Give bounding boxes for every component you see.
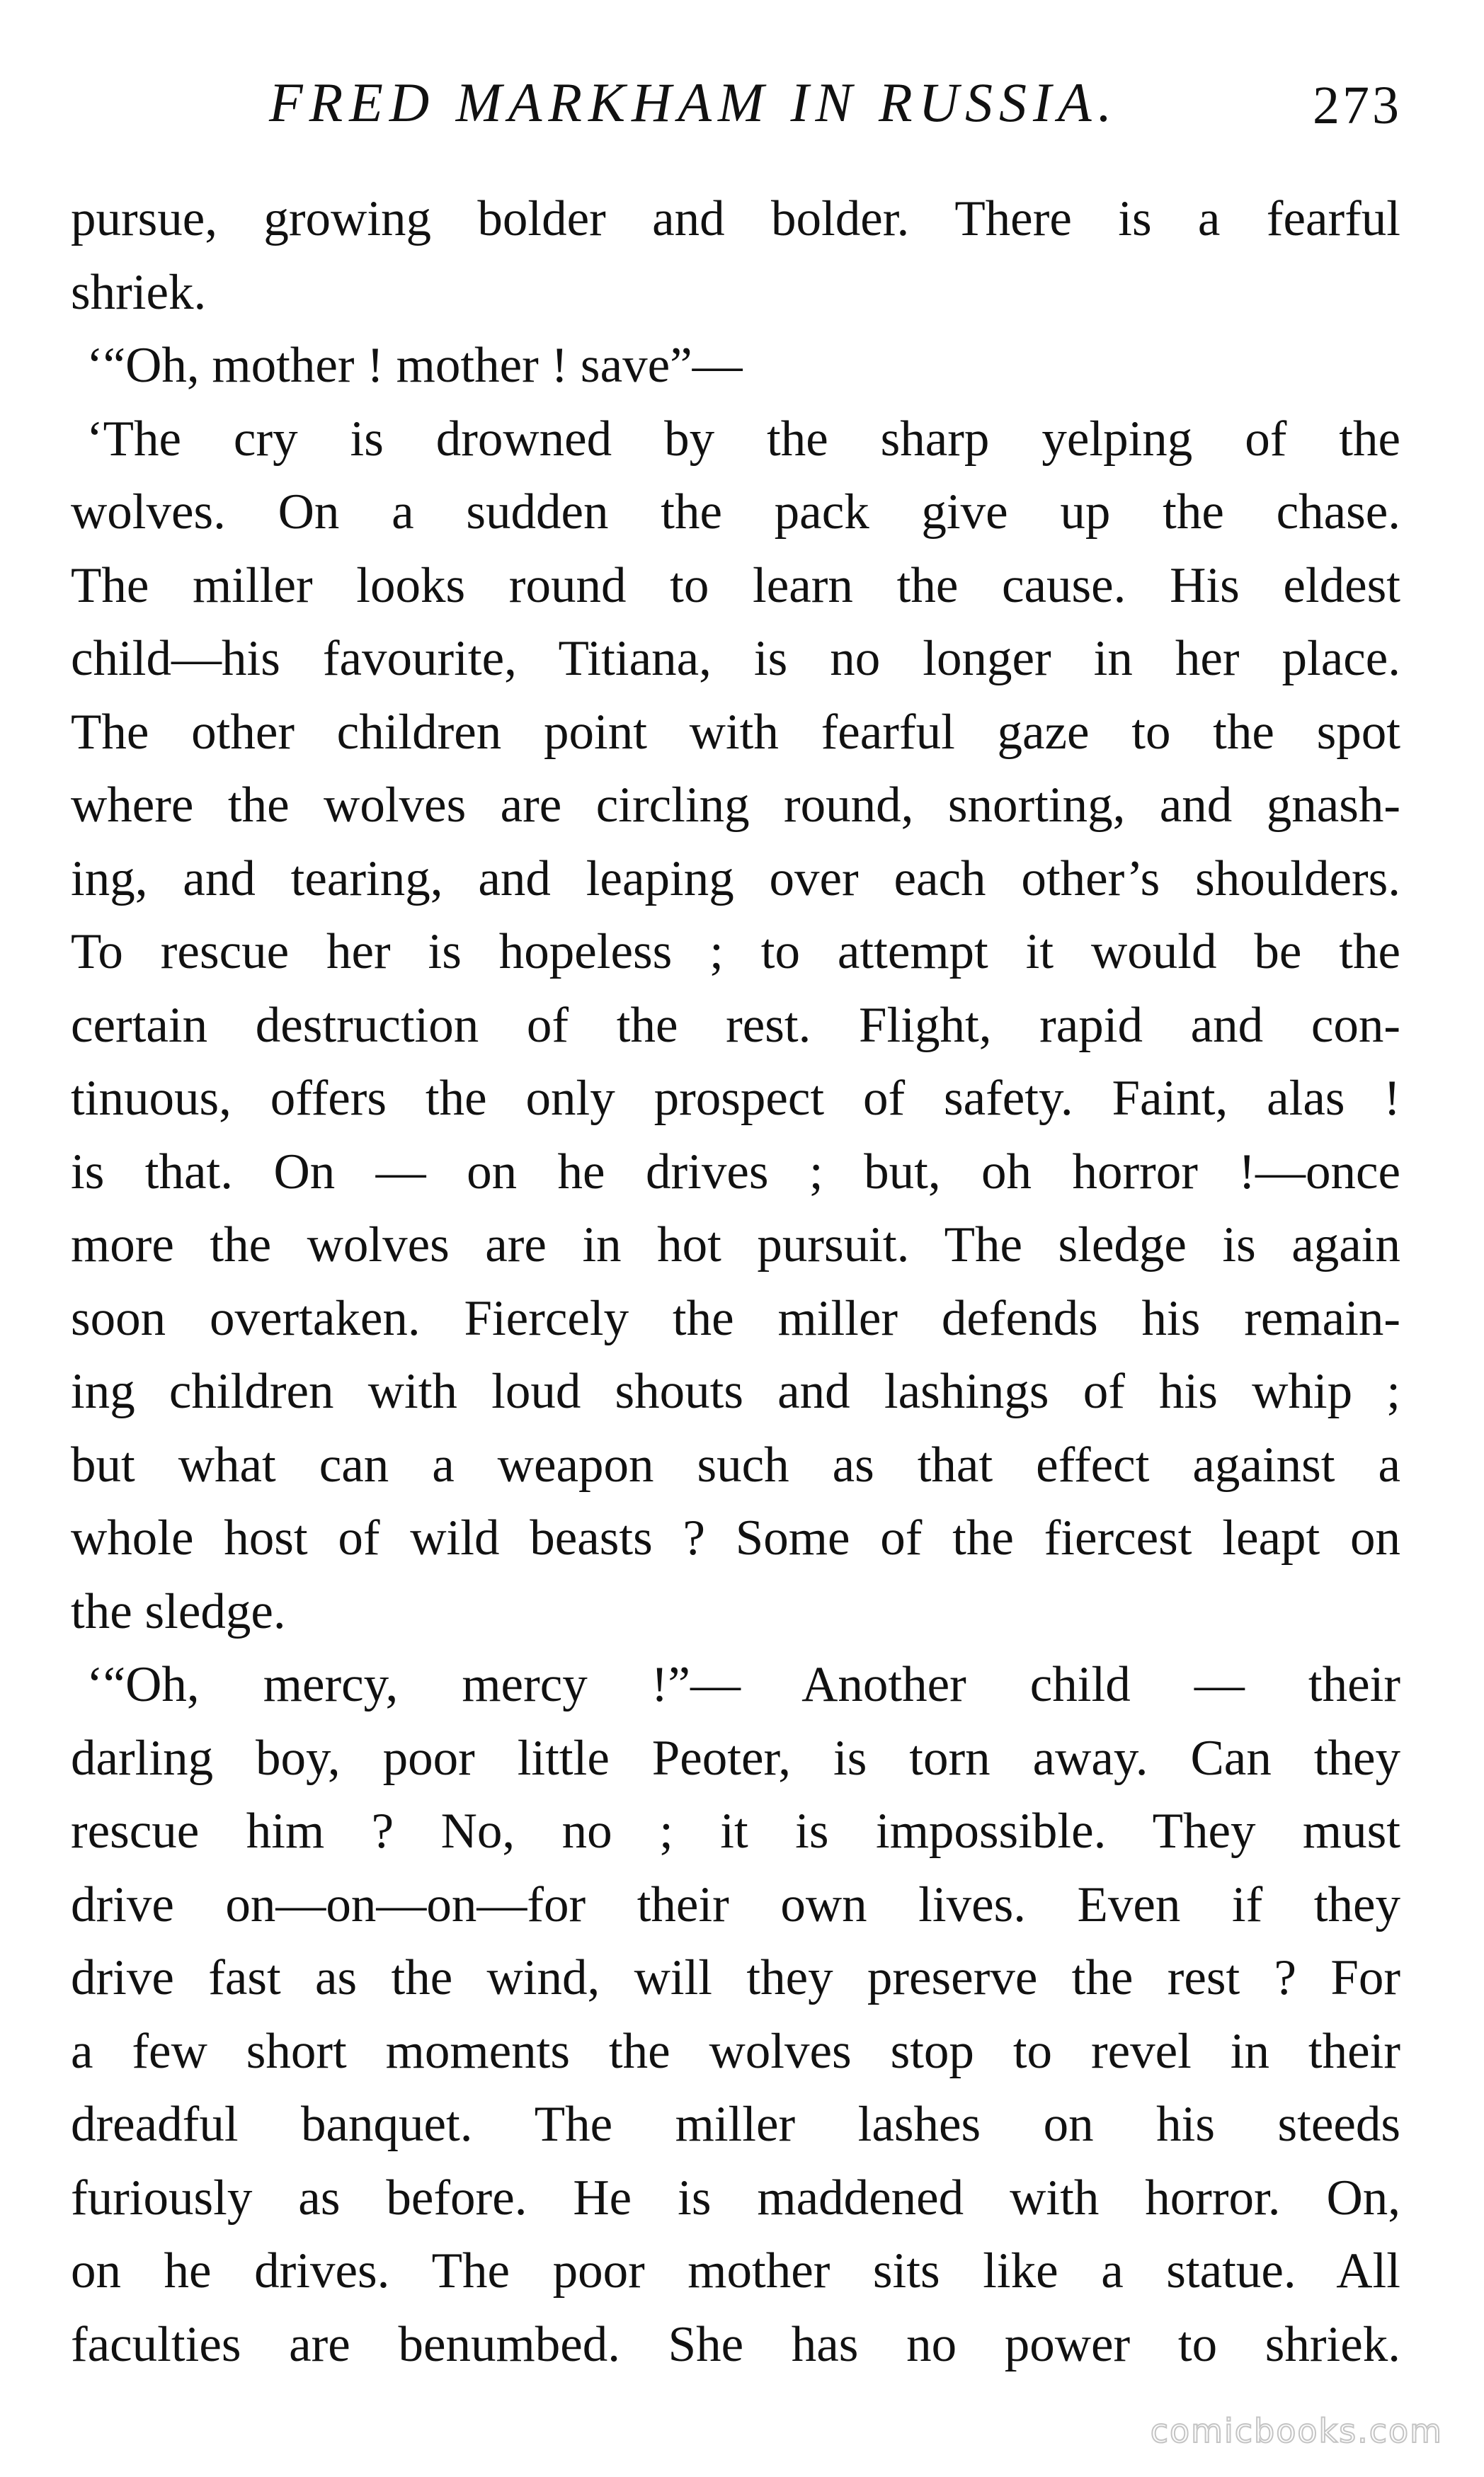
- text-line: is that. On — on he drives ; but, oh horror !—once: [71, 1144, 1400, 1200]
- text-line: ing children with loud shouts and lashings of his whip ;: [71, 1364, 1400, 1419]
- watermark: comicbooks.com: [1150, 2412, 1443, 2450]
- text-line: more the wolves are in hot pursuit. The sledge is again: [71, 1217, 1400, 1272]
- body-text: [71, 183, 1400, 2381]
- running-head: [71, 67, 1416, 138]
- text-line: whole host of wild beasts ? Some of the fiercest leapt on: [71, 1510, 1400, 1566]
- text-line: but what can a weapon such as that effect against a: [71, 1437, 1400, 1493]
- text-line: drive on—on—on—for their own lives. Even if they: [71, 1877, 1400, 1932]
- page-number: 273: [1313, 76, 1402, 135]
- text-line: soon overtaken. Fiercely the miller defends his remain-: [71, 1290, 1400, 1346]
- text-line: certain destruction of the rest. Flight, rapid and con-: [71, 997, 1400, 1053]
- running-title: FRED MARKHAM IN RUSSIA.: [269, 72, 1119, 133]
- text-line: ‘“Oh, mother ! mother ! save”—: [86, 338, 743, 393]
- text-line: shriek.: [71, 264, 207, 320]
- text-line: ‘The cry is drowned by the sharp yelping of the: [86, 411, 1400, 467]
- text-line: ing, and tearing, and leaping over each other’s shoulders.: [71, 850, 1400, 906]
- text-line: The other children point with fearful gaze to the spot: [71, 704, 1400, 760]
- text-line: furiously as before. He is maddened with horror. On,: [71, 2170, 1400, 2226]
- text-line: the sledge.: [71, 1583, 286, 1639]
- text-line: faculties are benumbed. She has no power to shriek.: [71, 2316, 1400, 2372]
- text-line: tinuous, offers the only prospect of safety. Faint, alas !: [71, 1071, 1400, 1126]
- text-line: wolves. On a sudden the pack give up the chase.: [71, 484, 1400, 540]
- text-line: rescue him ? No, no ; it is impossible. They must: [71, 1804, 1400, 1859]
- text-line: child—his favourite, Titiana, is no longer in her place.: [71, 631, 1400, 686]
- text-line: a few short moments the wolves stop to revel in their: [71, 2023, 1400, 2079]
- text-line: dreadful banquet. The miller lashes on his steeds: [71, 2097, 1400, 2152]
- text-line: pursue, growing bolder and bolder. There is a fearful: [71, 191, 1400, 246]
- text-line: To rescue her is hopeless ; to attempt it would be the: [71, 924, 1400, 979]
- text-line: ‘“Oh, mercy, mercy !”— Another child — their: [86, 1657, 1400, 1712]
- text-line: The miller looks round to learn the cause. His eldest: [71, 557, 1400, 613]
- text-line: on he drives. The poor mother sits like a statue. All: [71, 2243, 1400, 2299]
- text-line: darling boy, poor little Peoter, is torn away. Can they: [71, 1730, 1400, 1786]
- text-line: where the wolves are circling round, snorting, and gnash-: [71, 778, 1400, 833]
- text-line: drive fast as the wind, will they preserve the rest ? For: [71, 1950, 1400, 2005]
